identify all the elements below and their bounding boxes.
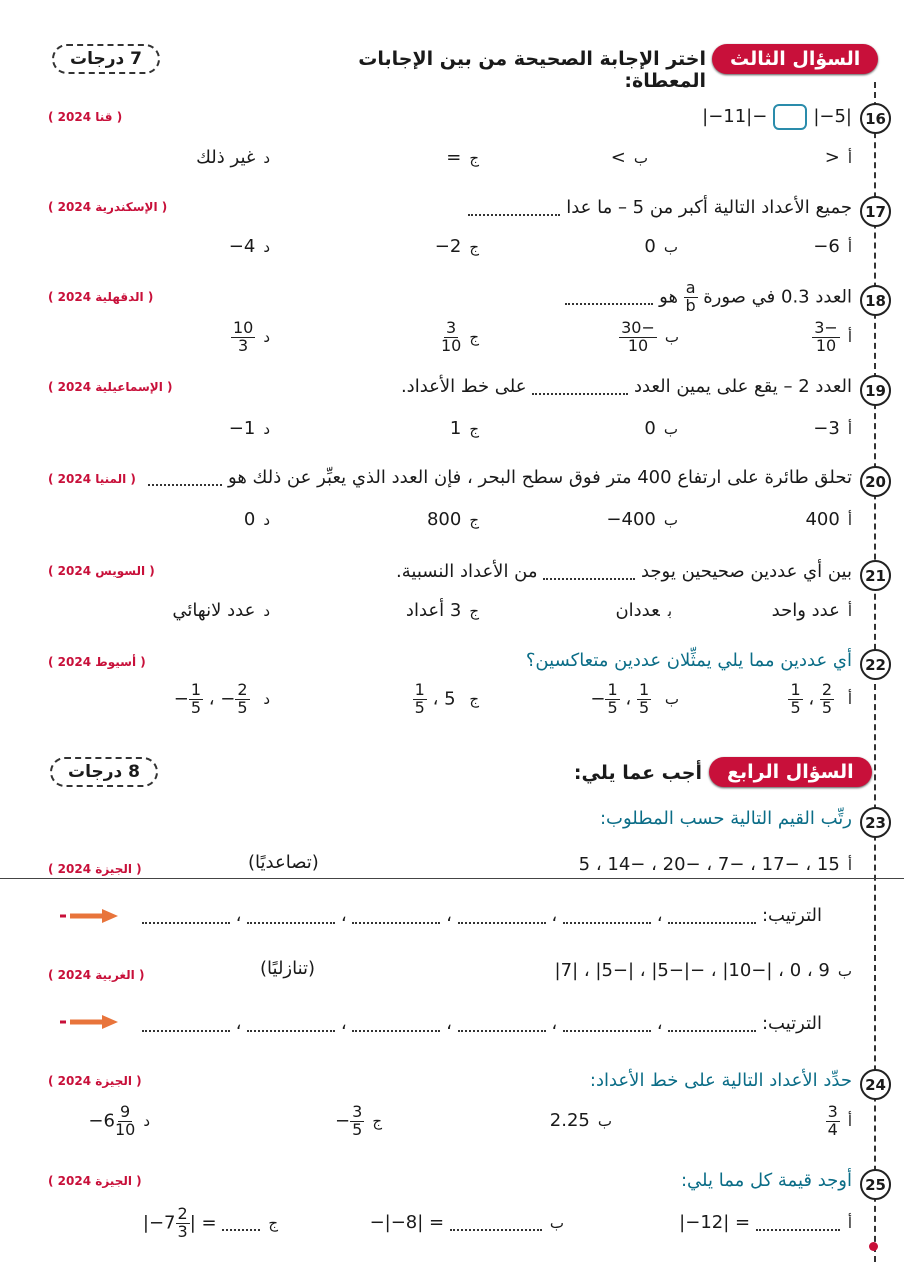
option-label: ب	[597, 1112, 612, 1130]
option-value: −6	[813, 236, 840, 257]
question-number-25: 25	[860, 1169, 891, 1200]
answer-blank[interactable]	[142, 1016, 230, 1032]
answer-blank[interactable]	[352, 908, 440, 924]
option-value: |−12| =	[679, 1212, 840, 1233]
option-value: 1	[449, 418, 462, 439]
question-22-text: أي عددين مما يلي يمثِّلان عددين متعاكسين؟	[525, 650, 852, 671]
option-label: ج	[469, 511, 479, 529]
option-label: د	[263, 511, 270, 529]
source-tag-23b: ( الغربية 2024 )	[48, 968, 145, 982]
answer-blank[interactable]	[668, 1016, 756, 1032]
q22-option-b[interactable]	[590, 682, 679, 717]
question-number-23: 23	[860, 807, 891, 838]
source-tag-22: ( أسيوط 2024 )	[48, 655, 146, 669]
option-label: د	[263, 602, 270, 620]
q23-b-values: 9 ، 0 ، |−10| ، −|−5| ، |−5| ، |7|	[554, 960, 830, 981]
q19-option-b[interactable]	[644, 418, 678, 439]
option-value: >	[610, 147, 626, 168]
q18-option-d[interactable]	[231, 320, 270, 355]
option-label: أ	[847, 149, 852, 167]
option-value: − $\frac{1}{5}$ ، − $\frac{2}{5}$	[173, 680, 248, 717]
q18-stem: العدد 0.3 في صورة	[703, 286, 852, 308]
option-label: ب	[663, 238, 678, 256]
answer-blank[interactable]	[563, 1016, 651, 1032]
option-label: أ	[847, 238, 852, 256]
option-label: ب	[664, 328, 679, 347]
section3-title: السؤال الثالث	[712, 44, 878, 74]
option-label: د	[263, 238, 270, 256]
option-label: د	[143, 1112, 150, 1131]
q20-option-d[interactable]	[244, 509, 270, 530]
option-value: عدد واحد	[771, 600, 840, 621]
option-fraction: $\frac{-3}{10}$	[814, 318, 838, 355]
option-label: أ	[847, 690, 852, 709]
question-number-17: 17	[860, 196, 891, 227]
answer-blank[interactable]	[142, 908, 230, 924]
question-18-text	[565, 280, 852, 315]
question-20-text	[148, 467, 852, 488]
q17-stem: جميع الأعداد التالية أكبر من 5 – ما عدا	[566, 197, 852, 218]
q25-part-b	[370, 1212, 564, 1233]
option-label: ج	[469, 238, 479, 256]
source-tag-23a: ( الجيزة 2024 )	[48, 862, 142, 876]
option-value: 0	[644, 418, 656, 439]
option-value: −|−8| =	[370, 1212, 542, 1233]
option-label: ب	[667, 602, 672, 620]
q23-a-values: 15 ، −17 ، −7 ، −20 ، −14 ، 5	[578, 854, 840, 875]
option-value: عددان	[615, 600, 660, 621]
option-value: − $\frac{3}{5}$	[335, 1102, 363, 1139]
question-number-16: 16	[860, 103, 891, 134]
question-number-20: 20	[860, 466, 891, 497]
option-label: ج	[268, 1214, 278, 1233]
answer-blank[interactable]	[565, 289, 653, 305]
q17-option-c[interactable]	[435, 236, 479, 257]
q20-option-b[interactable]	[606, 509, 678, 530]
option-label: ب	[663, 511, 678, 529]
option-label: ب	[633, 149, 648, 167]
option-label: أ	[847, 420, 852, 438]
answer-blank[interactable]	[148, 470, 222, 486]
q18-stem-end: هو	[659, 286, 678, 308]
option-value: −3	[813, 418, 840, 439]
option-value: =	[446, 147, 462, 168]
answer-blank[interactable]	[352, 1016, 440, 1032]
option-value: <	[824, 147, 840, 168]
question-number-21: 21	[860, 560, 891, 591]
question-25-text: أوجد قيمة كل مما يلي:	[680, 1170, 852, 1191]
source-tag-21: ( السويس 2024 )	[48, 564, 155, 578]
source-tag-19: ( الإسماعيلية 2024 )	[48, 380, 173, 394]
question-17-text	[468, 197, 852, 218]
q24-option-b	[550, 1110, 612, 1131]
question-24-text: حدِّد الأعداد التالية على خط الأعداد:	[589, 1070, 852, 1091]
option-label: ج	[469, 602, 479, 620]
q19-option-a[interactable]	[813, 418, 852, 439]
answer-blank[interactable]	[543, 564, 635, 580]
q21-option-d[interactable]	[172, 600, 270, 621]
option-value: 3 أعداد	[405, 600, 462, 621]
option-label: أ	[847, 856, 852, 874]
order-label: الترتيب:	[761, 905, 822, 926]
q24-option-c	[335, 1104, 382, 1139]
q24-option-a	[826, 1104, 852, 1139]
q16-option-b[interactable]	[611, 147, 648, 168]
option-value: 2.25	[549, 1110, 590, 1131]
option-label: د	[263, 690, 270, 709]
source-tag-20: ( المنيا 2024 )	[48, 472, 136, 486]
q17-option-a[interactable]	[813, 236, 852, 257]
q19-option-d[interactable]	[229, 418, 270, 439]
section4-instruction: أجب عما يلي:	[573, 762, 702, 784]
option-value: −2	[434, 236, 462, 257]
fraction-a-over-b: $\frac{a}{b}$	[685, 278, 696, 315]
question-number-18: 18	[860, 285, 891, 316]
section3-marks: 7 درجات	[52, 44, 160, 74]
q17-option-d[interactable]	[229, 236, 270, 257]
q17-option-b[interactable]	[644, 236, 678, 257]
option-value: 400	[805, 509, 840, 530]
q23-a-order: (تصاعديًا)	[248, 852, 319, 873]
answer-blank[interactable]	[532, 379, 628, 395]
answer-blank[interactable]	[450, 1215, 542, 1231]
option-value: 0	[644, 236, 656, 257]
option-label: د	[263, 420, 270, 438]
question-number-22: 22	[860, 649, 891, 680]
option-label: أ	[847, 602, 852, 620]
q19-stem: العدد 2 – يقع على يمين العدد	[633, 376, 852, 397]
option-value: |−7 $\frac{2}{3}$ | =	[143, 1206, 260, 1241]
option-label: ج	[469, 328, 479, 347]
answer-blank[interactable]	[247, 1016, 335, 1032]
option-value: −4	[228, 236, 256, 257]
arrow-icon	[60, 909, 120, 923]
option-value: 800	[426, 509, 462, 530]
question-21-text	[396, 561, 852, 582]
question-16-text	[702, 104, 852, 130]
section4-title: السؤال الرابع	[709, 757, 872, 787]
option-label: ب	[664, 690, 679, 709]
option-label: ج	[469, 149, 479, 167]
answer-blank[interactable]	[458, 1016, 546, 1032]
option-label: ج	[372, 1112, 382, 1131]
option-label: د	[263, 328, 270, 347]
answer-blank[interactable]	[668, 908, 756, 924]
option-value: − $\frac{1}{5}$ ، $\frac{1}{5}$	[590, 680, 650, 717]
q20-option-c[interactable]	[427, 509, 479, 530]
source-tag-18: ( الدقهلية 2024 )	[48, 290, 154, 304]
q21-stem-end: من الأعداد النسبية.	[396, 561, 538, 582]
question-number-24: 24	[860, 1069, 891, 1100]
option-label: ب	[837, 962, 852, 980]
option-label: د	[263, 149, 270, 167]
q22-option-a[interactable]	[788, 682, 852, 717]
q22-option-c[interactable]	[413, 682, 479, 717]
section3-instruction: اختر الإجابة الصحيحة من بين الإجابات المعطاة:	[358, 48, 706, 92]
q23-b-order: (تنازليًا)	[260, 958, 316, 979]
section4-marks: 8 درجات	[50, 757, 158, 787]
q20-option-a[interactable]	[805, 509, 852, 530]
option-value: غير ذلك	[196, 147, 256, 168]
q23-a-answer-row: الترتيب: ، ، ، ، ،	[142, 905, 822, 926]
option-label: أ	[847, 1214, 852, 1232]
q23-b-answer-row: الترتيب: ، ، ، ، ،	[142, 1013, 822, 1034]
q16-option-c[interactable]	[446, 147, 479, 168]
page-divider	[0, 878, 904, 879]
source-tag-16: ( قنا 2024 )	[48, 110, 123, 124]
answer-blank[interactable]	[458, 908, 546, 924]
option-value: −1	[228, 418, 256, 439]
option-value: عدد لانهائي	[172, 600, 256, 621]
q24-option-d	[88, 1104, 150, 1139]
option-label: أ	[847, 511, 852, 529]
answer-blank[interactable]	[468, 200, 560, 216]
answer-blank[interactable]	[756, 1215, 840, 1231]
source-tag-25: ( الجيزة 2024 )	[48, 1174, 142, 1188]
q23-part-a	[579, 854, 852, 875]
q21-option-c[interactable]	[406, 600, 479, 621]
option-fraction: $\frac{-30}{10}$	[621, 318, 655, 355]
option-value: 0	[243, 509, 256, 530]
option-value: $\frac{1}{5}$ ، 5	[414, 680, 456, 717]
margin-end-dot	[869, 1242, 878, 1251]
option-label: ج	[469, 690, 479, 709]
q21-option-a[interactable]	[772, 600, 852, 621]
q19-stem-end: على خط الأعداد.	[400, 376, 527, 397]
answer-blank[interactable]	[222, 1215, 260, 1231]
q22-option-d[interactable]	[174, 682, 270, 717]
q16-option-d[interactable]	[196, 147, 270, 168]
option-value: $\frac{1}{5}$ ، $\frac{2}{5}$	[790, 680, 833, 717]
question-23-text: رتِّب القيم التالية حسب المطلوب:	[599, 808, 852, 829]
option-label: ب	[549, 1214, 564, 1232]
option-value: −6 $\frac{9}{10}$	[88, 1102, 136, 1139]
q23-part-b	[555, 960, 852, 981]
q25-part-a	[679, 1212, 852, 1233]
answer-blank[interactable]	[563, 908, 651, 924]
source-tag-24: ( الجيزة 2024 )	[48, 1074, 142, 1088]
option-fraction: $\frac{10}{3}$	[232, 318, 254, 355]
question-19-text	[401, 376, 852, 397]
q16-right-expr: |−5|	[813, 106, 852, 127]
option-fraction: $\frac{3}{4}$	[827, 1102, 838, 1139]
arrow-icon	[60, 1015, 120, 1029]
source-tag-17: ( الإسكندرية 2024 )	[48, 200, 168, 214]
q18-option-b[interactable]	[619, 320, 679, 355]
option-fraction: $\frac{3}{10}$	[440, 318, 462, 355]
option-label: ج	[469, 420, 479, 438]
q19-option-c[interactable]	[450, 418, 479, 439]
option-label: أ	[847, 1112, 852, 1131]
option-value: −400	[606, 509, 656, 530]
question-number-19: 19	[860, 375, 891, 406]
q18-option-c[interactable]	[441, 320, 479, 355]
q20-stem: تحلق طائرة على ارتفاع 400 متر فوق سطح البحر ، فإن العدد الذي يعبِّر عن ذلك هو	[228, 467, 852, 488]
q21-option-b[interactable]	[615, 600, 672, 621]
option-label: أ	[847, 328, 852, 347]
answer-box[interactable]	[773, 104, 807, 130]
answer-blank[interactable]	[247, 908, 335, 924]
option-label: ب	[663, 420, 678, 438]
q18-option-a[interactable]	[812, 320, 852, 355]
q25-part-c	[143, 1206, 278, 1241]
q21-stem: بين أي عددين صحيحين يوجد	[640, 561, 852, 582]
order-label: الترتيب:	[761, 1013, 822, 1034]
q16-left-expr: |−11|−	[702, 106, 768, 127]
q16-option-a[interactable]	[825, 147, 852, 168]
